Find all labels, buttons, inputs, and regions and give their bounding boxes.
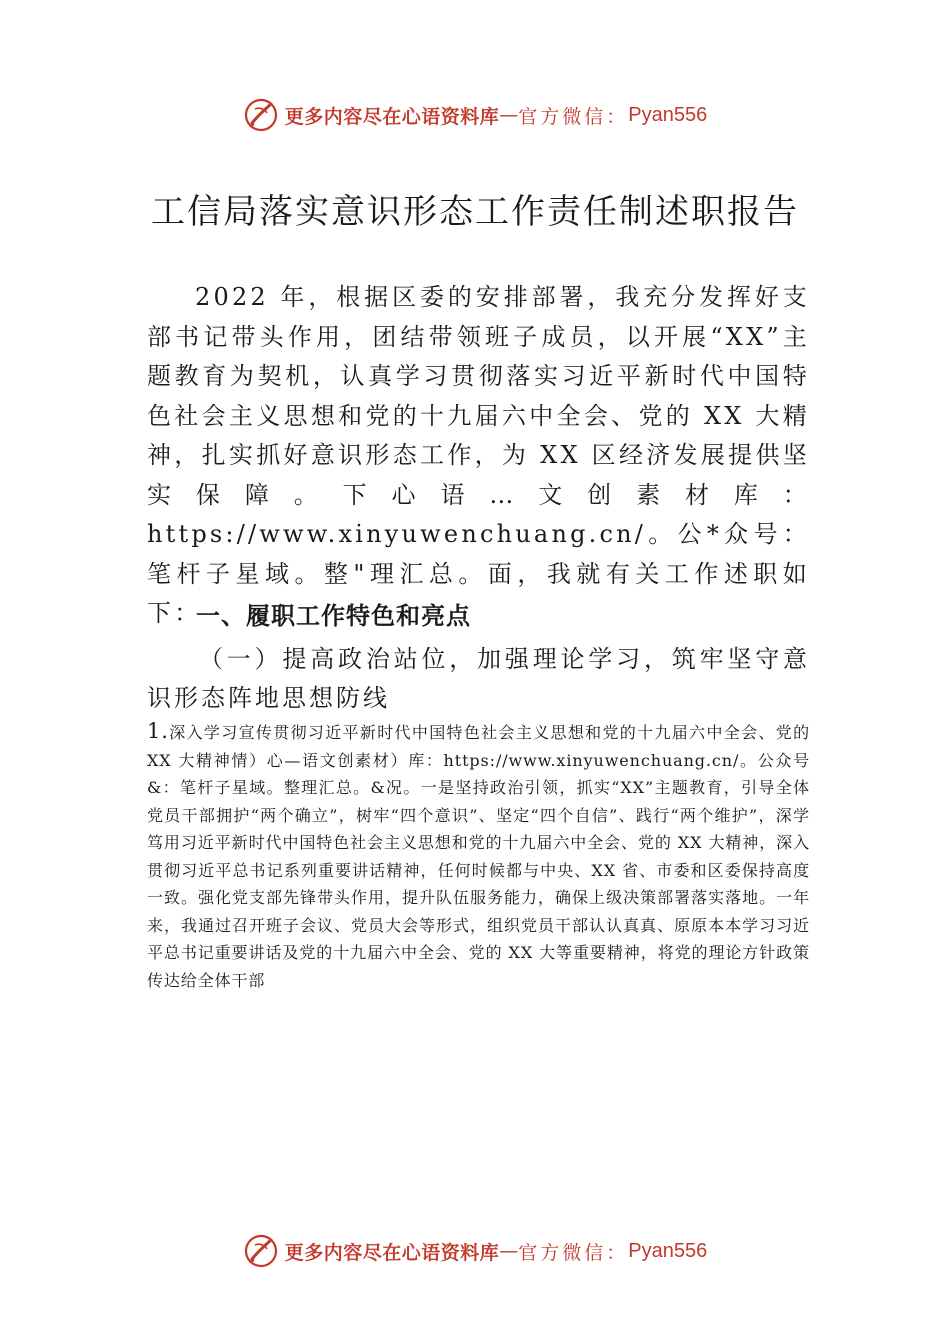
banner-wechat-label: 官方微信：	[518, 1241, 629, 1264]
subsection-heading: （一）提高政治站位，加强理论学习，筑牢坚守意识形态阵地思想防线	[147, 645, 810, 712]
banner-dash: —	[499, 104, 519, 126]
document-title: 工信局落实意识形态工作责任制述职报告	[151, 192, 799, 232]
intro-paragraph: 2022 年，根据区委的安排部署，我充分发挥好支部书记带头作用，团结带领班子成员，以开展“XX”主题教育为契机，认真学习贯彻落实习近平新时代中国特色社会主义思想和党的十九届六中全会、党的 XX 大精神，扎实抓好意识形态工作，为 XX 区经济发展提供坚实保障。下心语…文创素材库：https://www.xinyuwenchuang.cn/。公*众号：笔杆子星域。整"理汇总。面，我就有关工作述职如下：	[147, 283, 810, 627]
banner-wechat-label: 官方微信：	[518, 105, 629, 128]
banner-wechat-id: Pyan556	[628, 1239, 708, 1262]
banner-dash: —	[499, 1240, 519, 1262]
brush-logo-icon	[243, 1233, 279, 1269]
item-text: 深入学习宣传贯彻习近平新时代中国特色社会主义思想和党的十九届六中全会、党的 XX 大精神情）心—语文创素材）库：https://www.xinyuwenchuang.cn/。公众号&：笔杆子星域。整理汇总。&况。一是坚持政治引领，抓实“XX”主题教育，引导全体党员干部拥护“两个确立”，树牢“四个意识”、坚定“四个自信”、践行“两个维护”，深学笃用习近平新时代中国特色社会主义思想和党的十九届六中全会、党的 XX 大精神，深入贯彻习近平总书记系列重要讲话精神，任何时候都与中央、XX 省、市委和区委保持高度一致。强化党支部先锋带头作用，提升队伍服务能力，确保上级决策部署落实落地。一年来，我通过召开班子会议、党员大会等形式，组织党员干部认认真真、原原本本学习习近平总书记重要讲话及党的十九届六中全会、党的 XX 大等重要精神，将党的理论方针政策传达给全体干部	[147, 723, 810, 990]
section-heading: 一、履职工作特色和亮点	[196, 602, 471, 630]
header-banner	[0, 92, 950, 138]
banner-brand-text: 更多内容尽在心语资料库	[284, 105, 500, 128]
banner-wechat-id: Pyan556	[628, 103, 708, 126]
brush-logo-icon	[243, 97, 279, 133]
item-number: 1.	[147, 719, 169, 743]
item-paragraph	[147, 718, 810, 994]
banner-brand-text: 更多内容尽在心语资料库	[284, 1241, 500, 1264]
footer-banner	[0, 1228, 950, 1274]
